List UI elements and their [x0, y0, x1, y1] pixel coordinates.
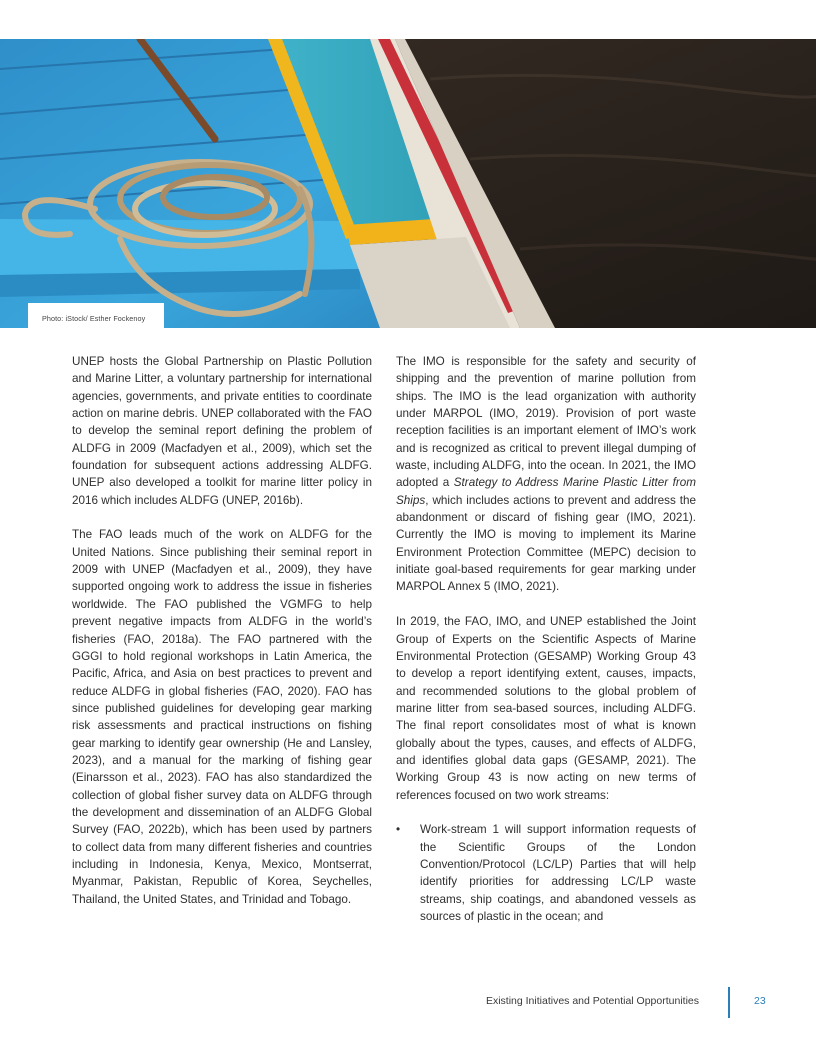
- paragraph-gesamp: In 2019, the FAO, IMO, and UNEP established the Joint Group of Experts on the Scientific Aspects of Marine Environmental Protection (GESAMP) Working Group 43 to develop a report identifying extent, causes, impacts, and recommended solutions to the global problem of marine litter from sea-based sources, including ALDFG. The final report consolidates most of what is known globally about the types, causes, and effects of ALDFG, and identifies global data gaps (GESAMP, 2021). The Working Group 43 is now acting on new terms of references focused on two work streams:: [396, 615, 696, 802]
- paragraph-fao: The FAO leads much of the work on ALDFG for the United Nations. Since publishing their seminal report in 2009 with UNEP (Macfadyen et al., 2009), they have supported ongoing work to address the issue in fisheries worldwide. The FAO published the VGMFG to help prevent negative impacts from ALDFG in the world’s fisheries (FAO, 2018a). The FAO partnered with the GGGI to hold regional workshops in Latin America, the Pacific, Africa, and Asia on best practices to prevent and reduce ALDFG in global fisheries (FAO, 2020). FAO has since published guidelines for developing gear marking risk assessments and practical instructions on fishing gear marking to identify gear ownership (He and Lansley, 2023), and a manual for the marking of fishing gear (Einarsson et al., 2023). FAO has also standardized the collection of global fisher survey data on ALDFG through the development and dissemination of an ALDFG Global Survey (FAO, 2022b), which has been used by partners to collect data from many different fisheries and countries including in Indonesia, Kenya, Mexico, Montserrat, Myanmar, Pakistan, Republic of Korea, Seychelles, Thailand, the United States, and Trinidad and Tobago.: [72, 528, 372, 906]
- left-column: [72, 353, 372, 925]
- list-item: [396, 821, 696, 925]
- page-number: 23: [754, 995, 766, 1007]
- bullet-icon: •: [396, 823, 401, 837]
- imo-strategy-title: Strategy to Address Marine Plastic Litter from Ships: [396, 476, 697, 507]
- imo-text-end: , which includes actions to prevent and address the abandonment or discard of fishing gear (IMO, 2021). Currently the IMO is moving to implement its Marine Environment Protection Committee (MEPC) decision to initiate goal-based requirements for gear marking under MARPOL Annex 5 (IMO, 2021).: [396, 493, 696, 594]
- right-column: [396, 353, 696, 925]
- footer-section-title: Existing Initiatives and Potential Opportunities: [485, 995, 699, 1007]
- paragraph-unep: UNEP hosts the Global Partnership on Plastic Pollution and Marine Litter, a voluntary partnership for international agencies, governments, and private entities to coordinate action on marine debris. UNEP collaborated with the FAO to develop the seminal report defining the problem of ALDFG in 2009 (Macfadyen et al., 2009), which set the foundation for subsequent actions addressing ALDFG. UNEP also developed a toolkit for marine litter policy in 2016 which includes ALDFG (UNEP, 2016b).: [72, 355, 372, 507]
- paragraph-imo: [396, 353, 696, 596]
- photo-credit: Photo: iStock/ Esther Fockenoy: [28, 303, 164, 328]
- hero-photo: [0, 39, 816, 328]
- boat-illustration: [0, 39, 816, 328]
- footer-divider: [728, 987, 730, 1018]
- work-stream-1-text: Work-stream 1 will support information requests of the Scientific Groups of the London Convention/Protocol (LC/LP) Parties that will help identify priorities for addressing LC/LP waste streams, ship coatings, and abandoned vessels as sources of plastic in the ocean; and: [420, 823, 696, 923]
- imo-text-start: The IMO is responsible for the safety and security of shipping and the prevention of marine pollution from ships. The IMO is the lead organization with authority under MARPOL (IMO, 2019). Provision of port waste reception facilities is an important element of IMO’s work and is recognized as critical to prevent illegal dumping of waste, including ALDFG, into the ocean. In 2021, the IMO adopted a: [396, 355, 696, 490]
